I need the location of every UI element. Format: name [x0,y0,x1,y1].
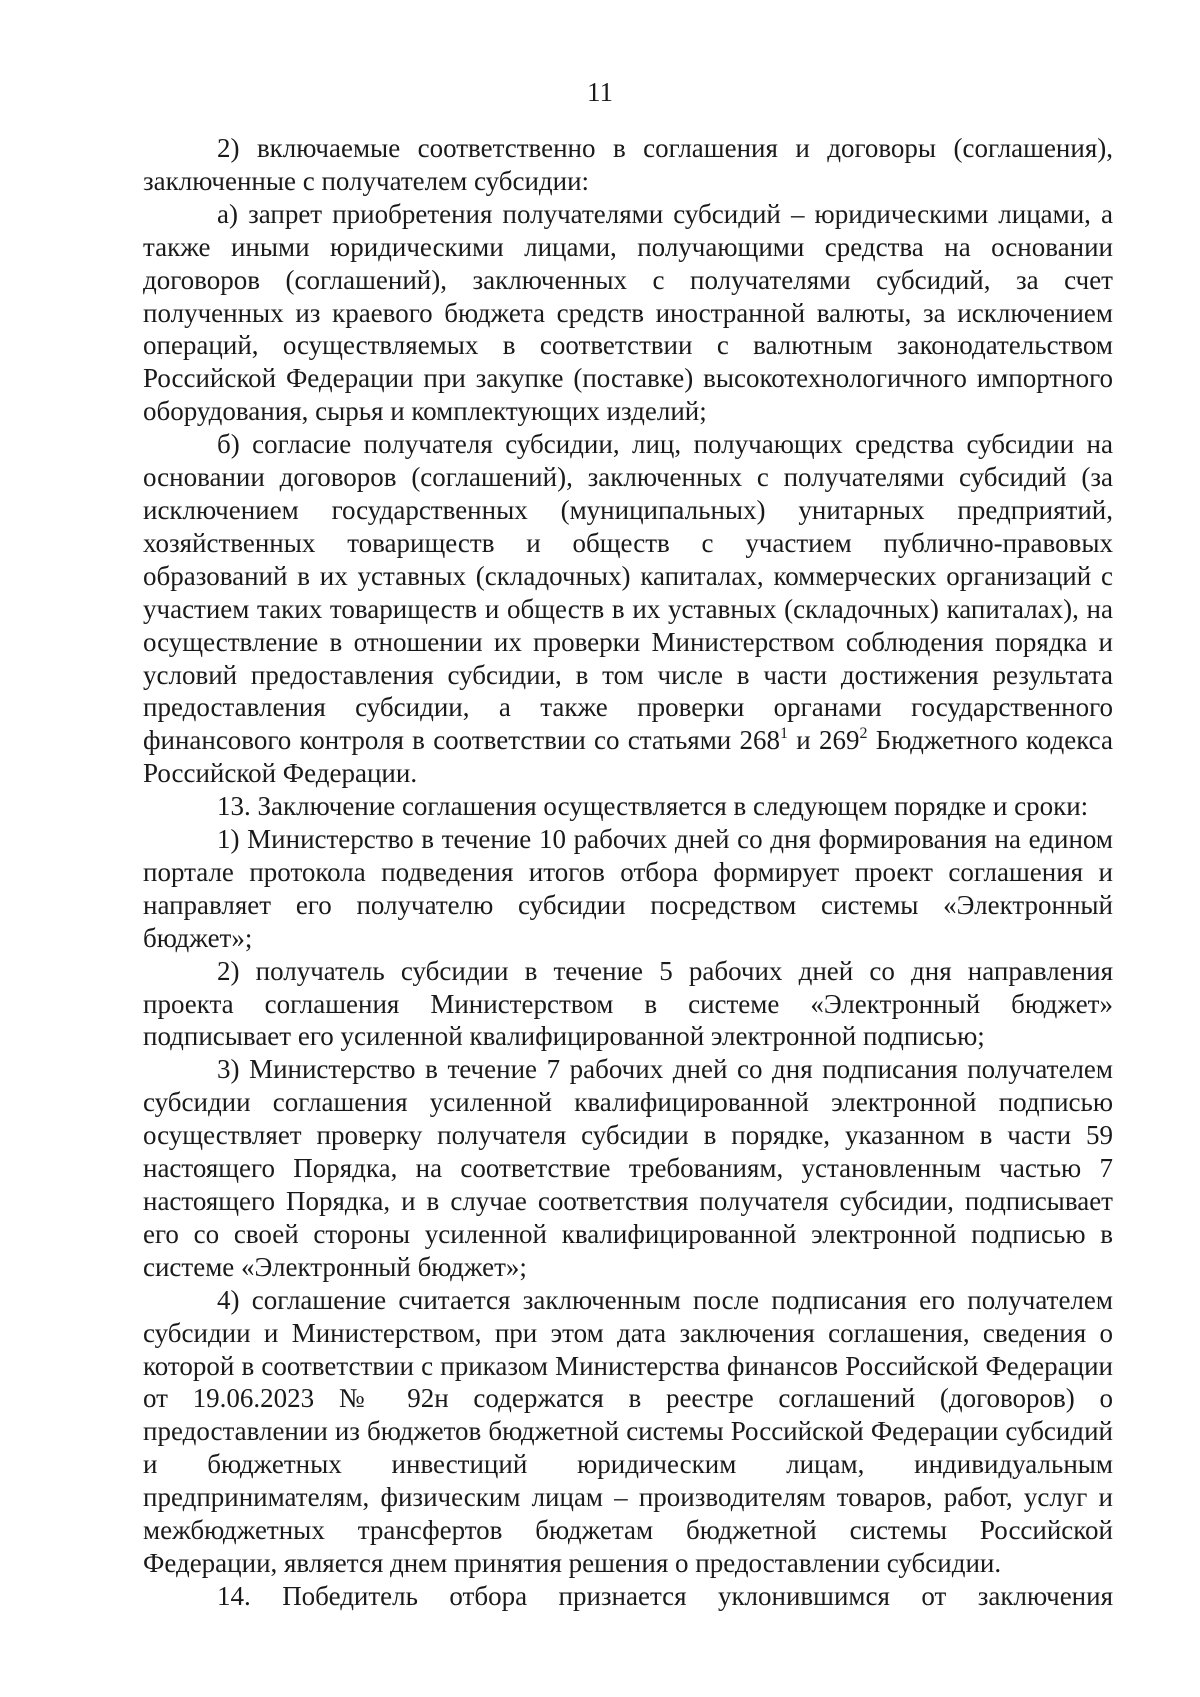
paragraph-item-2: 2) включаемые соответственно в соглашения и договоры (соглашения), заключенные с получателем субсидии: [143,133,1113,196]
paragraph-13-2: 2) получатель субсидии в течение 5 рабочих дней со дня направления проекта соглашения Министерством в системе «Электронный бюджет» подписывает его усиленной квалифицированной электронной подписью; [143,955,1113,1052]
document-body [143,132,1113,1613]
section-14-start: 14. Победитель отбора признается уклонившимся от заключения [217,1580,1113,1611]
paragraph-13-1: 1) Министерство в течение 10 рабочих дней со дня формирования на едином портале протокола подведения итогов отбора формирует проект соглашения и направляет его получателю субсидии посредством системы «Электронный бюджет»; [143,824,1113,953]
article-superscript-1: 1 [780,725,789,743]
paragraph-subitem-b [143,428,1113,790]
page-number: 11 [587,77,613,107]
paragraph-b-text: б) согласие получателя субсидии, лиц, получающих средства субсидии на основании договоров (соглашений), заключенных с получателями субсидий (за исключением государственных (муниципальных) унитарных предприятий, хозяйственных товариществ и обществ с участием публично-правовых образований в их уставных (складочных) капиталах, коммерческих организаций с участием таких товариществ и обществ в их уставных (складочных) капиталах), на осуществление в отношении их проверки Министерством соблюдения порядка и условий предоставления субсидии, в том числе в части достижения результата предоставления субсидии, а также проверки органами государственного финансового контроля в соответствии со статьями 268 [143,429,1113,756]
paragraph-b-ending: Бюджетного кодекса Российской Федерации. [143,725,1113,789]
article-superscript-2: 2 [859,725,868,743]
paragraph-13-4: 4) соглашение считается заключенным после подписания его получателем субсидии и Министерством, при этом дата заключения соглашения, сведения о которой в соответствии с приказом Министерства финансов Российской Федерации от 19.06.2023 № 92н содержатся в реестре соглашений (договоров) о предоставлении из бюджетов бюджетной системы Российской Федерации субсидий и бюджетных инвестиций юридическим лицам, индивидуальным предпринимателям, физическим лицам – производителям товаров, работ, услуг и межбюджетных трансфертов бюджетам бюджетной системы Российской Федерации, является днем принятия решения о предоставлении субсидии. [143,1284,1113,1578]
paragraph-13-3: 3) Министерство в течение 7 рабочих дней со дня подписания получателем субсидии соглашения усиленной квалифицированной электронной подписью осуществляет проверку получателя субсидии в порядке, указанном в части 59 настоящего Порядка, на соответствие требованиям, установленным частью 7 настоящего Порядка, и в случае соответствия получателя субсидии, подписывает его со своей стороны усиленной квалифицированной электронной подписью в системе «Электронный бюджет»; [143,1054,1113,1282]
paragraph-subitem-a: а) запрет приобретения получателями субсидий – юридическими лицами, а также иными юридическими лицами, получающими средства на основании договоров (соглашений), заключенных с получателями субсидий, за счет полученных из краевого бюджета средств иностранной валюты, за исключением операций, осуществляемых в соответствии с валютным законодательством Российской Федерации при закупке (поставке) высокотехнологичного импортного оборудования, сырья и комплектующих изделий; [143,198,1113,427]
section-13-heading: 13. Заключение соглашения осуществляется в следующем порядке и сроки: [217,791,1089,822]
paragraph-b-conjunction: и 269 [788,725,860,756]
